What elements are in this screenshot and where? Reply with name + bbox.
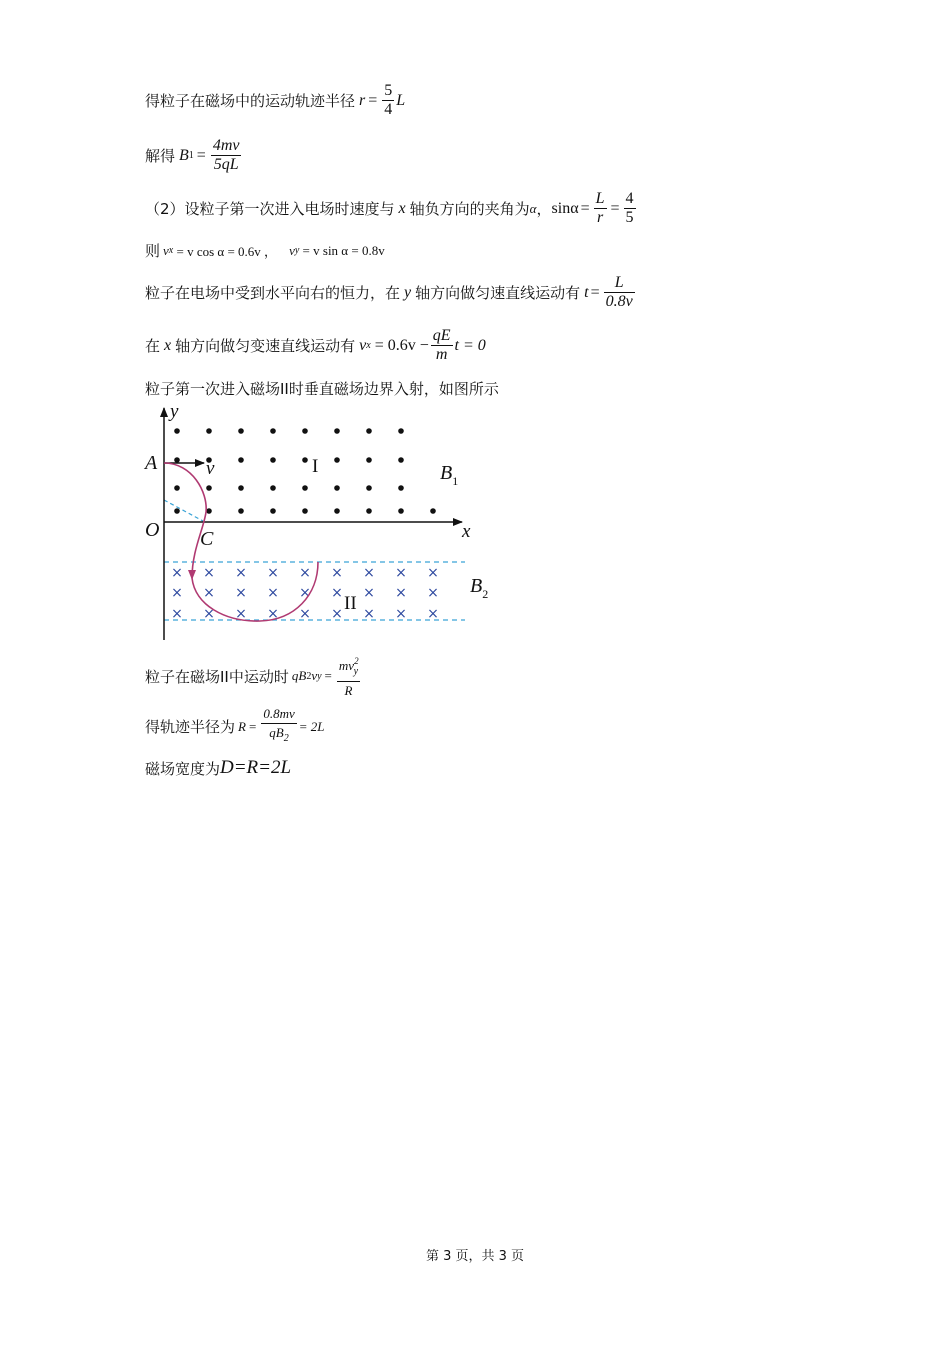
origin-label: O xyxy=(145,519,160,541)
field-diagram xyxy=(140,400,500,645)
xm-x: x xyxy=(164,336,172,354)
field-cross: × xyxy=(203,565,215,581)
line-x-motion xyxy=(145,327,486,364)
time-y: y xyxy=(404,283,412,301)
field-dot xyxy=(206,428,212,434)
b1-den: 5qL xyxy=(213,156,239,173)
field-dot xyxy=(302,457,308,463)
xm-fraction xyxy=(431,327,453,364)
xm-den: m xyxy=(435,346,448,363)
radius-eq: = xyxy=(368,91,378,109)
region-1-label: I xyxy=(312,456,319,477)
field-dot xyxy=(206,508,212,514)
field-dot xyxy=(238,457,244,463)
alpha-num1: L xyxy=(595,190,605,207)
field-cross: × xyxy=(427,585,439,601)
time-t: t xyxy=(584,283,589,301)
r2-num: 0.8mv xyxy=(261,705,296,724)
comp-vx-rhs: = v cos α = 0.6v ， xyxy=(173,244,278,259)
field-dot xyxy=(334,457,340,463)
field-dot xyxy=(398,485,404,491)
field-dot xyxy=(238,428,244,434)
field-cross: × xyxy=(203,606,215,622)
comp-vy-rhs: = v sin α = 0.8v xyxy=(299,242,385,258)
field-cross: × xyxy=(203,585,215,601)
force-num-sup: 2 xyxy=(354,656,359,666)
line-radius-2 xyxy=(145,705,325,748)
field-dot xyxy=(174,508,180,514)
alpha-text: （2）设粒子第一次进入电场时速度与 xyxy=(145,200,395,218)
comp-vx: v xyxy=(163,242,169,258)
b1-eq: = xyxy=(196,146,206,164)
field-cross: × xyxy=(395,606,407,622)
field-dot xyxy=(270,508,276,514)
field-dot xyxy=(238,485,244,491)
trajectory-region-1 xyxy=(164,463,206,578)
field-dot xyxy=(334,508,340,514)
field-b2-sub: 2 xyxy=(482,587,489,601)
force-lhs2: v xyxy=(311,668,318,683)
field-cross: × xyxy=(171,565,183,581)
comp-vy-sub: y xyxy=(294,245,300,256)
width-text: 磁场宽度为 xyxy=(145,759,221,778)
r2-den-base: qB xyxy=(269,725,284,740)
time-text: 粒子在电场中受到水平向右的恒力，在 xyxy=(145,284,401,302)
field-b2-letter: B xyxy=(470,575,483,597)
field-dot xyxy=(334,428,340,434)
field-cross: × xyxy=(171,585,183,601)
r2-end: = 2L xyxy=(298,718,325,734)
field-dot xyxy=(366,508,372,514)
alpha-eq2: = xyxy=(610,199,620,217)
field-dot xyxy=(174,428,180,434)
r2-R: R xyxy=(238,718,246,734)
r2-fraction xyxy=(261,705,296,748)
line-force-eq xyxy=(145,652,362,700)
field-dot xyxy=(270,428,276,434)
field-cross: × xyxy=(235,585,247,601)
field-dot xyxy=(366,428,372,434)
alpha-frac2 xyxy=(624,190,636,227)
radius-r: r xyxy=(359,91,366,109)
force-num xyxy=(337,652,360,682)
field-dot xyxy=(206,485,212,491)
field-cross: × xyxy=(299,585,311,601)
comp-vy: v xyxy=(289,242,295,258)
line-b1 xyxy=(145,137,243,174)
radius-L: L xyxy=(396,91,406,109)
xm-end: t = 0 xyxy=(454,336,486,354)
field-cross: × xyxy=(299,565,311,581)
force-num-sub: y xyxy=(353,666,359,677)
alpha-num2: 4 xyxy=(625,190,634,207)
region-2-label: II xyxy=(344,593,357,614)
field-cross: × xyxy=(267,606,279,622)
y-axis-label: y xyxy=(170,401,179,422)
field-b1-letter: B xyxy=(440,462,453,484)
field-dot xyxy=(238,508,244,514)
field-b1-label xyxy=(440,462,458,488)
r2-text: 得轨迹半径为 xyxy=(145,718,236,736)
line-width xyxy=(145,757,291,779)
velocity-label: v xyxy=(206,458,215,479)
b1-sub: 1 xyxy=(188,150,194,161)
force-fraction xyxy=(337,652,360,700)
field-b1-sub: 1 xyxy=(452,474,459,488)
force-lhs: qB xyxy=(291,668,307,683)
b1-symbol: B xyxy=(179,146,189,164)
field-dot xyxy=(398,508,404,514)
field-dot xyxy=(398,457,404,463)
field-b2-label xyxy=(470,575,488,601)
alpha-text2: 轴负方向的夹角为 xyxy=(409,200,530,218)
line-enter-field: 粒子第一次进入磁场II时垂直磁场边界入射，如图所示 xyxy=(145,380,499,398)
field-cross: × xyxy=(299,606,311,622)
field-dot xyxy=(334,485,340,491)
xm-mid: = 0.6v − xyxy=(374,336,429,354)
time-fraction xyxy=(604,274,635,311)
field-crosses-region-2 xyxy=(171,565,439,622)
field-cross: × xyxy=(267,585,279,601)
field-cross: × xyxy=(331,565,343,581)
time-eq: = xyxy=(590,283,600,301)
field-cross: × xyxy=(363,585,375,601)
field-cross: × xyxy=(331,585,343,601)
field-cross: × xyxy=(267,565,279,581)
xm-text2: 轴方向做匀变速直线运动有 xyxy=(175,337,356,355)
line-radius xyxy=(145,82,405,119)
field-cross: × xyxy=(235,606,247,622)
field-dot xyxy=(270,457,276,463)
point-c-label: C xyxy=(200,528,214,550)
force-lhs-sub: 2 xyxy=(306,670,312,682)
radius-dashed-line xyxy=(164,500,203,521)
field-cross: × xyxy=(427,565,439,581)
force-eq: = xyxy=(324,668,332,683)
field-cross: × xyxy=(395,565,407,581)
force-num-base: mv xyxy=(338,658,355,673)
r2-den xyxy=(261,724,296,748)
point-a-label: A xyxy=(145,452,158,474)
b1-text: 解得 xyxy=(145,147,176,165)
comp-vx-sub: x xyxy=(168,245,174,256)
time-num: L xyxy=(604,274,635,293)
line-time xyxy=(145,274,637,311)
width-eq: D=R=2L xyxy=(220,757,292,778)
b1-num: 4mv xyxy=(212,137,240,154)
field-cross: × xyxy=(395,585,407,601)
alpha-frac1 xyxy=(594,190,607,227)
force-den: R xyxy=(344,683,353,698)
comp-text: 则 xyxy=(145,242,161,260)
field-dot xyxy=(398,428,404,434)
r2-eq: = xyxy=(248,718,257,734)
alpha-den1: r xyxy=(596,209,604,226)
field-cross: × xyxy=(363,565,375,581)
field-dot xyxy=(302,428,308,434)
field-dot xyxy=(430,508,436,514)
radius-den: 4 xyxy=(384,101,393,118)
x-axis-label: x xyxy=(462,521,471,542)
force-lhs2-sub: y xyxy=(317,670,322,682)
field-dot xyxy=(174,457,180,463)
r2-den-sub: 2 xyxy=(283,733,289,744)
xm-num: qE xyxy=(432,327,451,344)
alpha-comma: ， xyxy=(536,200,552,218)
radius-num: 5 xyxy=(384,82,393,99)
field-cross: × xyxy=(363,606,375,622)
xm-text: 在 xyxy=(145,337,161,355)
force-text: 粒子在磁场II中运动时 xyxy=(145,667,289,686)
alpha-sin: sinα xyxy=(551,199,579,217)
field-cross: × xyxy=(235,565,247,581)
b1-fraction xyxy=(211,137,242,174)
field-dot xyxy=(270,485,276,491)
time-den: 0.8v xyxy=(605,293,633,310)
field-dot xyxy=(366,485,372,491)
xm-v-sub: x xyxy=(366,340,371,351)
alpha-den2: 5 xyxy=(625,209,634,226)
xm-v: v xyxy=(359,336,367,354)
field-cross: × xyxy=(331,606,343,622)
line-components xyxy=(145,240,385,261)
radius-fraction xyxy=(382,82,394,119)
field-dot xyxy=(302,508,308,514)
alpha-eq: = xyxy=(580,199,590,217)
line-alpha xyxy=(145,190,638,227)
field-dot xyxy=(302,485,308,491)
field-dot xyxy=(366,457,372,463)
field-cross: × xyxy=(171,606,183,622)
alpha-x: x xyxy=(398,199,406,217)
field-dot xyxy=(174,485,180,491)
page-footer: 第 3 页，共 3 页 xyxy=(425,1249,525,1264)
field-cross: × xyxy=(427,606,439,622)
radius-text: 得粒子在磁场中的运动轨迹半径 xyxy=(145,92,356,110)
time-text2: 轴方向做匀速直线运动有 xyxy=(415,284,581,302)
alpha-symbol: α xyxy=(529,200,537,216)
